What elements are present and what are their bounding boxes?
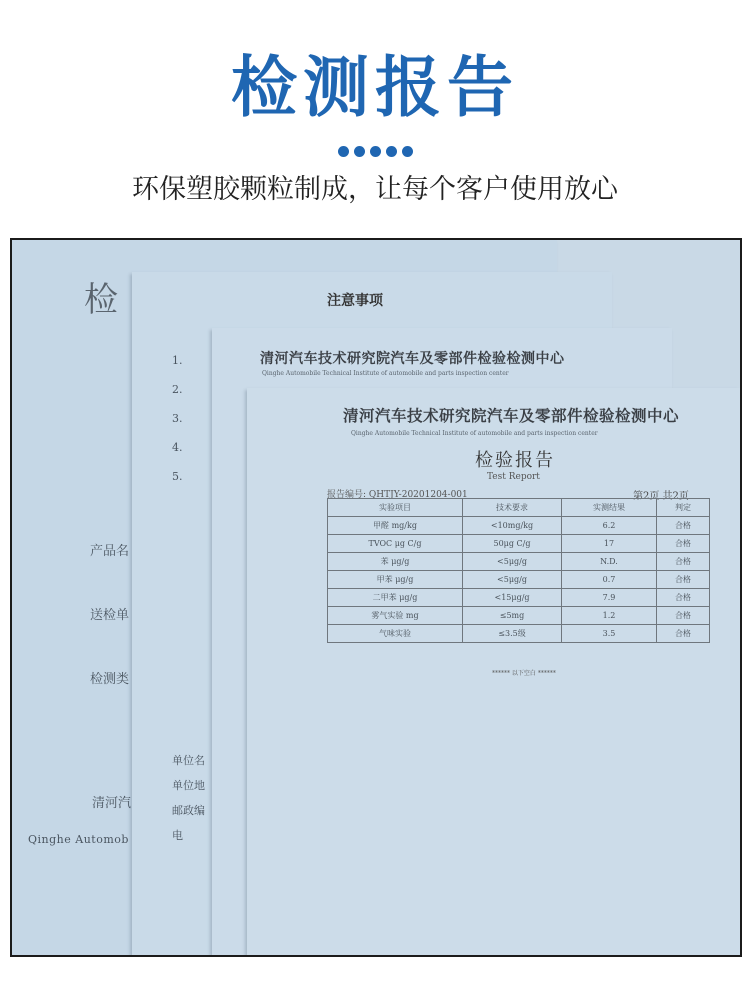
page-info: 第2页 共2页 [633,491,689,502]
unit-address-label: 单位地 [172,779,205,792]
submitter-label: 送检单 [90,608,130,623]
page-title: 检测报告 [231,49,519,126]
dot-icon [402,146,413,157]
table-cell: 7.9 [562,589,657,607]
table-cell: 合格 [657,607,710,625]
table-cell: 3.5 [562,625,657,643]
table-cell: 合格 [657,517,710,535]
column-header: 实验项目 [328,499,463,517]
note-number: 4. [172,441,183,454]
table-cell: 二甲苯 μg/g [328,589,463,607]
column-header: 判定 [657,499,710,517]
product-name-label: 产品名 [90,544,130,559]
table-cell: N.D. [562,553,657,571]
dot-icon [338,146,349,157]
table-cell: 17 [562,535,657,553]
report-page-2 [247,388,740,955]
table-cell: ≤5mg [463,607,562,625]
table-row [328,625,710,643]
table-cell: 甲醛 mg/kg [328,517,463,535]
column-header: 实测结果 [562,499,657,517]
report-number: 报告编号: QHTJY-20201204-001 [327,490,468,500]
test-results-table [327,498,710,643]
cover-company: 清河汽 [92,796,132,811]
note-number: 5. [172,470,183,483]
dot-icon [370,146,381,157]
note-number: 3. [172,412,183,425]
decorative-dots [338,145,418,159]
table-cell: <10mg/kg [463,517,562,535]
institute-heading: 清河汽车技术研究院汽车及零部件检验检测中心 [260,351,565,367]
institute-subheading: Qinghe Automobile Technical Institute of automobile and parts inspection center [351,430,598,437]
note-number: 1. [172,354,183,367]
table-row [328,589,710,607]
table-cell: 1.2 [562,607,657,625]
table-cell: <5μg/g [463,571,562,589]
table-cell: 甲苯 μg/g [328,571,463,589]
table-cell: 合格 [657,625,710,643]
cover-company-en: Qinghe Automob [28,833,129,846]
blank-below-note: ****** 以下空白 ****** [492,670,556,677]
report-photo-frame [10,238,742,957]
institute-subheading: Qinghe Automobile Technical Institute of automobile and parts inspection center [262,370,509,377]
table-row [328,607,710,625]
phone-label: 电 [172,829,183,842]
table-cell: 合格 [657,553,710,571]
report-title: 检验报告 [475,450,555,471]
table-row [328,517,710,535]
test-type-label: 检测类 [90,672,130,687]
cover-title-char: 检 [84,280,118,320]
institute-heading: 清河汽车技术研究院汽车及零部件检验检测中心 [343,407,680,425]
unit-name-label: 单位名 [172,754,205,767]
notes-heading: 注意事项 [327,293,383,309]
table-cell: 合格 [657,589,710,607]
table-cell: 50μg C/g [463,535,562,553]
table-cell: <5μg/g [463,553,562,571]
postcode-label: 邮政编 [172,804,205,817]
table-row [328,553,710,571]
table-cell: 气味实验 [328,625,463,643]
table-cell: 0.7 [562,571,657,589]
page-subtitle: 环保塑胶颗粒制成，让每个客户使用放心 [132,174,618,205]
table-cell: 6.2 [562,517,657,535]
table-cell: 合格 [657,535,710,553]
table-cell: <15μg/g [463,589,562,607]
report-title-en: Test Report [487,472,540,482]
column-header: 技术要求 [463,499,562,517]
table-cell: 雾气实验 mg [328,607,463,625]
table-header-row [328,499,710,517]
table-cell: ≤3.5级 [463,625,562,643]
table-row [328,571,710,589]
table-cell: 合格 [657,571,710,589]
table-cell: 苯 μg/g [328,553,463,571]
dot-icon [354,146,365,157]
table-cell: TVOC μg C/g [328,535,463,553]
table-row [328,535,710,553]
dot-icon [386,146,397,157]
note-number: 2. [172,383,183,396]
